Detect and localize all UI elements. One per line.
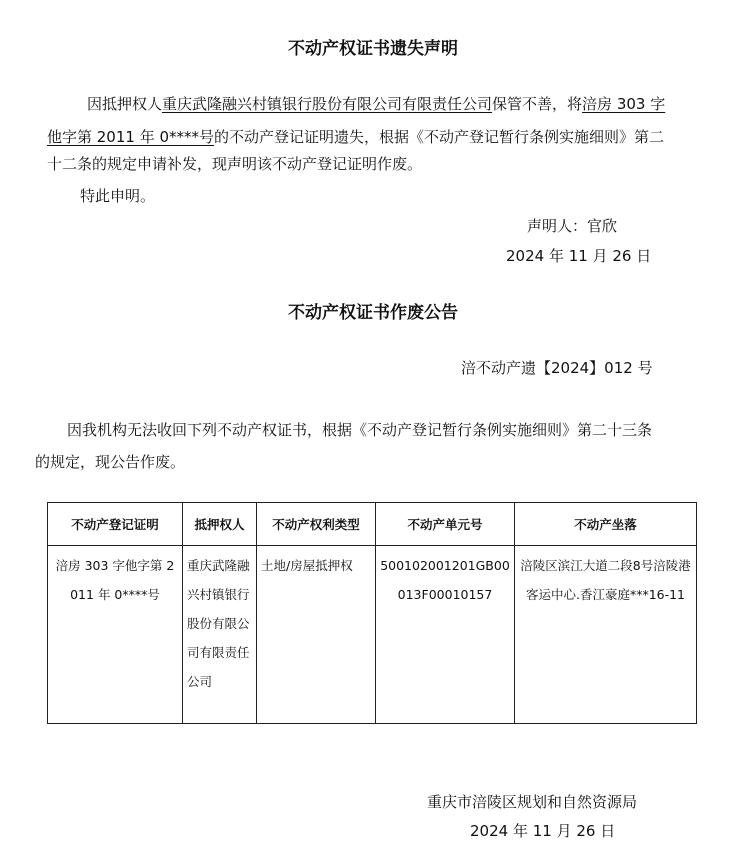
declaration-rest-a: 的不动产登记证明遗失，根据《不动产登记暂行条例实施细则》第二 (214, 128, 665, 146)
header-certificate: 不动产登记证明 (48, 503, 183, 546)
lost-declaration-title: 不动产权证书遗失声明 (288, 39, 458, 59)
header-right-type: 不动产权利类型 (257, 503, 376, 546)
cell-right-type: 土地/房屋抵押权 (257, 546, 376, 724)
document-number: 涪不动产遗【2024】012 号 (461, 359, 653, 377)
void-certificate-table (47, 502, 697, 724)
table-row (48, 546, 697, 724)
header-location: 不动产坐落 (515, 503, 697, 546)
declaration-mid: 保管不善，将 (492, 95, 583, 113)
mortgagee-name: 重庆武隆融兴村镇银行股份有限公司有限责任公司 (162, 95, 493, 113)
announcement-date: 2024 年 11 月 26 日 (470, 822, 616, 840)
cell-location: 涪陵区滨江大道二段8号涪陵港客运中心.香江豪庭***16-11 (515, 546, 697, 724)
table-header-row (48, 503, 697, 546)
announcement-line-2: 的规定，现公告作废。 (35, 453, 186, 471)
cell-unit-number: 500102001201GB00013F00010157 (376, 546, 515, 724)
declaration-line-1 (87, 88, 665, 121)
cell-mortgagee: 重庆武隆融兴村镇银行股份有限公司有限责任公司 (183, 546, 257, 724)
header-unit-number: 不动产单元号 (376, 503, 515, 546)
declaration-line-3: 十二条的规定申请补发，现声明该不动产登记证明作废。 (47, 155, 423, 173)
certificate-number-part-b: 他字第 2011 年 0****号 (47, 128, 215, 146)
declaration-prefix: 因抵押权人 (87, 95, 163, 113)
declaration-closing: 特此申明。 (80, 187, 156, 205)
certificate-number-part-a: 涪房 303 字 (582, 95, 666, 113)
declarant: 声明人：官欣 (527, 217, 618, 235)
cell-certificate: 涪房 303 字他字第 2011 年 0****号 (48, 546, 183, 724)
header-mortgagee: 抵押权人 (183, 503, 257, 546)
declaration-date: 2024 年 11 月 26 日 (506, 247, 652, 265)
issuing-authority: 重庆市涪陵区规划和自然资源局 (427, 793, 638, 811)
announcement-line-1: 因我机构无法收回下列不动产权证书，根据《不动产登记暂行条例实施细则》第二十三条 (67, 421, 653, 439)
void-announcement-title: 不动产权证书作废公告 (288, 303, 458, 323)
